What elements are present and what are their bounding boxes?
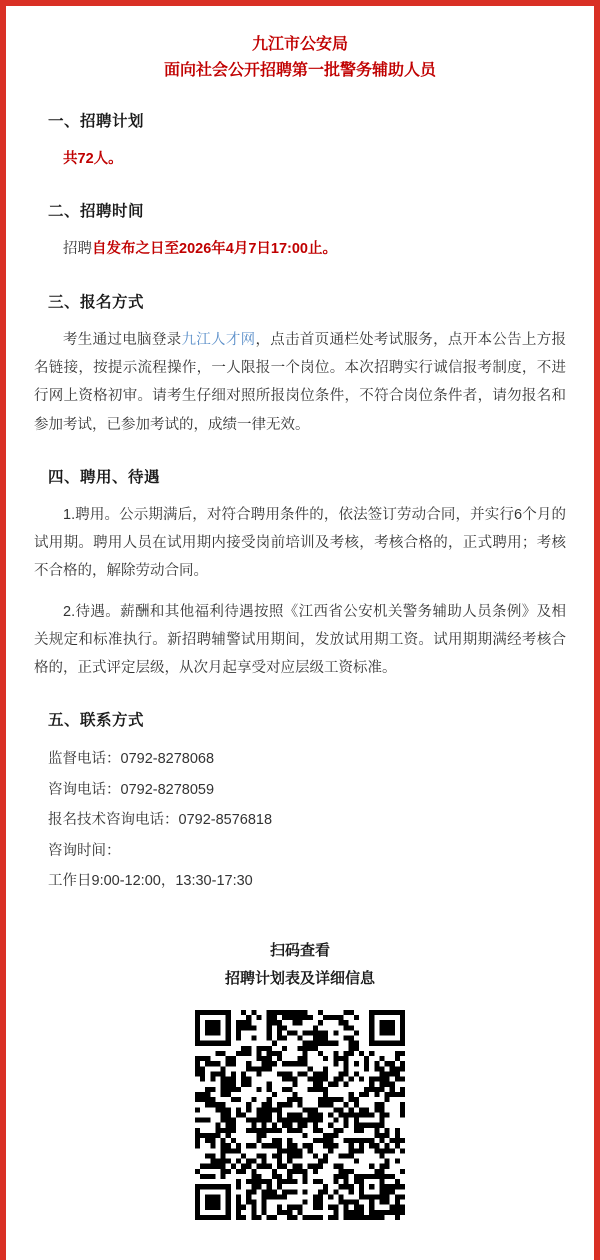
employment-paragraph-2: 2.待遇。薪酬和其他福利待遇按照《江西省公安机关警务辅助人员条例》及相关规定和标准执行。新招聘辅警试用期间，发放试用期工资。试用期期满经考核合格的，正式评定层级，从次月起享受对应层级工资标准。: [34, 603, 566, 677]
jiujiang-talent-site-link[interactable]: 九江人才网: [181, 331, 256, 348]
contact-hours-value: 工作日9:00-12:00，13:30-17:30: [48, 873, 253, 890]
contact-hours-label: 咨询时间：: [48, 842, 121, 859]
qr-heading-block: [34, 937, 566, 994]
qr-heading: 扫码查看: [269, 941, 330, 959]
section-heading-application-method: 三、报名方式: [48, 293, 145, 311]
application-method-text: [34, 326, 566, 439]
section-heading-recruitment-plan: 一、招聘计划: [48, 113, 145, 131]
recruitment-time-text: [34, 235, 566, 263]
qr-subheading: 招聘计划表及详细信息: [224, 970, 375, 988]
title-line-1: 九江市公安局: [251, 36, 348, 53]
contact-list: [34, 744, 566, 896]
recruitment-time-prefix: 招聘: [63, 241, 92, 258]
application-text-part2: ，点击首页通栏处考试服务，点开本公告上方报名链接，按提示流程操作，一人限报一个岗位。本次招聘实行诚信报考制度，不进行网上资格初审。请考生仔细对照所报岗位条件，不符合岗位条件者，请勿报名和参加考试，已参加考试的，成绩一律无效。: [34, 331, 567, 433]
contact-supervision-phone: 监督电话：0792-8278068: [48, 751, 215, 768]
qr-code-wrapper: [34, 1010, 566, 1220]
section-heading-recruitment-time: 二、招聘时间: [48, 203, 145, 221]
recruitment-plan-text: [34, 145, 566, 173]
recruitment-total-count: 共72人。: [63, 151, 123, 168]
contact-inquiry-phone: 咨询电话：0792-8278059: [48, 781, 215, 798]
recruitment-time-range: 自发布之日至2026年4月7日17:00止。: [92, 241, 337, 258]
contact-technical-phone: 报名技术咨询电话：0792-8576818: [48, 812, 273, 829]
application-text-part1: 考生通过电脑登录: [63, 331, 182, 348]
section-heading-contact: 五、联系方式: [48, 712, 145, 730]
qr-code-icon[interactable]: [195, 1010, 405, 1220]
title-line-2: 面向社会公开招聘第一批警务辅助人员: [163, 61, 436, 79]
employment-paragraph-1: 1.聘用。公示期满后，对符合聘用条件的，依法签订劳动合同，并实行6个月的试用期。聘用人员在试用期内接受岗前培训及考核，考核合格的，正式聘用；考核不合格的，解除劳动合同。: [34, 506, 566, 580]
page-title: [34, 32, 566, 83]
section-heading-employment-benefits: 四、聘用、待遇: [48, 468, 161, 486]
